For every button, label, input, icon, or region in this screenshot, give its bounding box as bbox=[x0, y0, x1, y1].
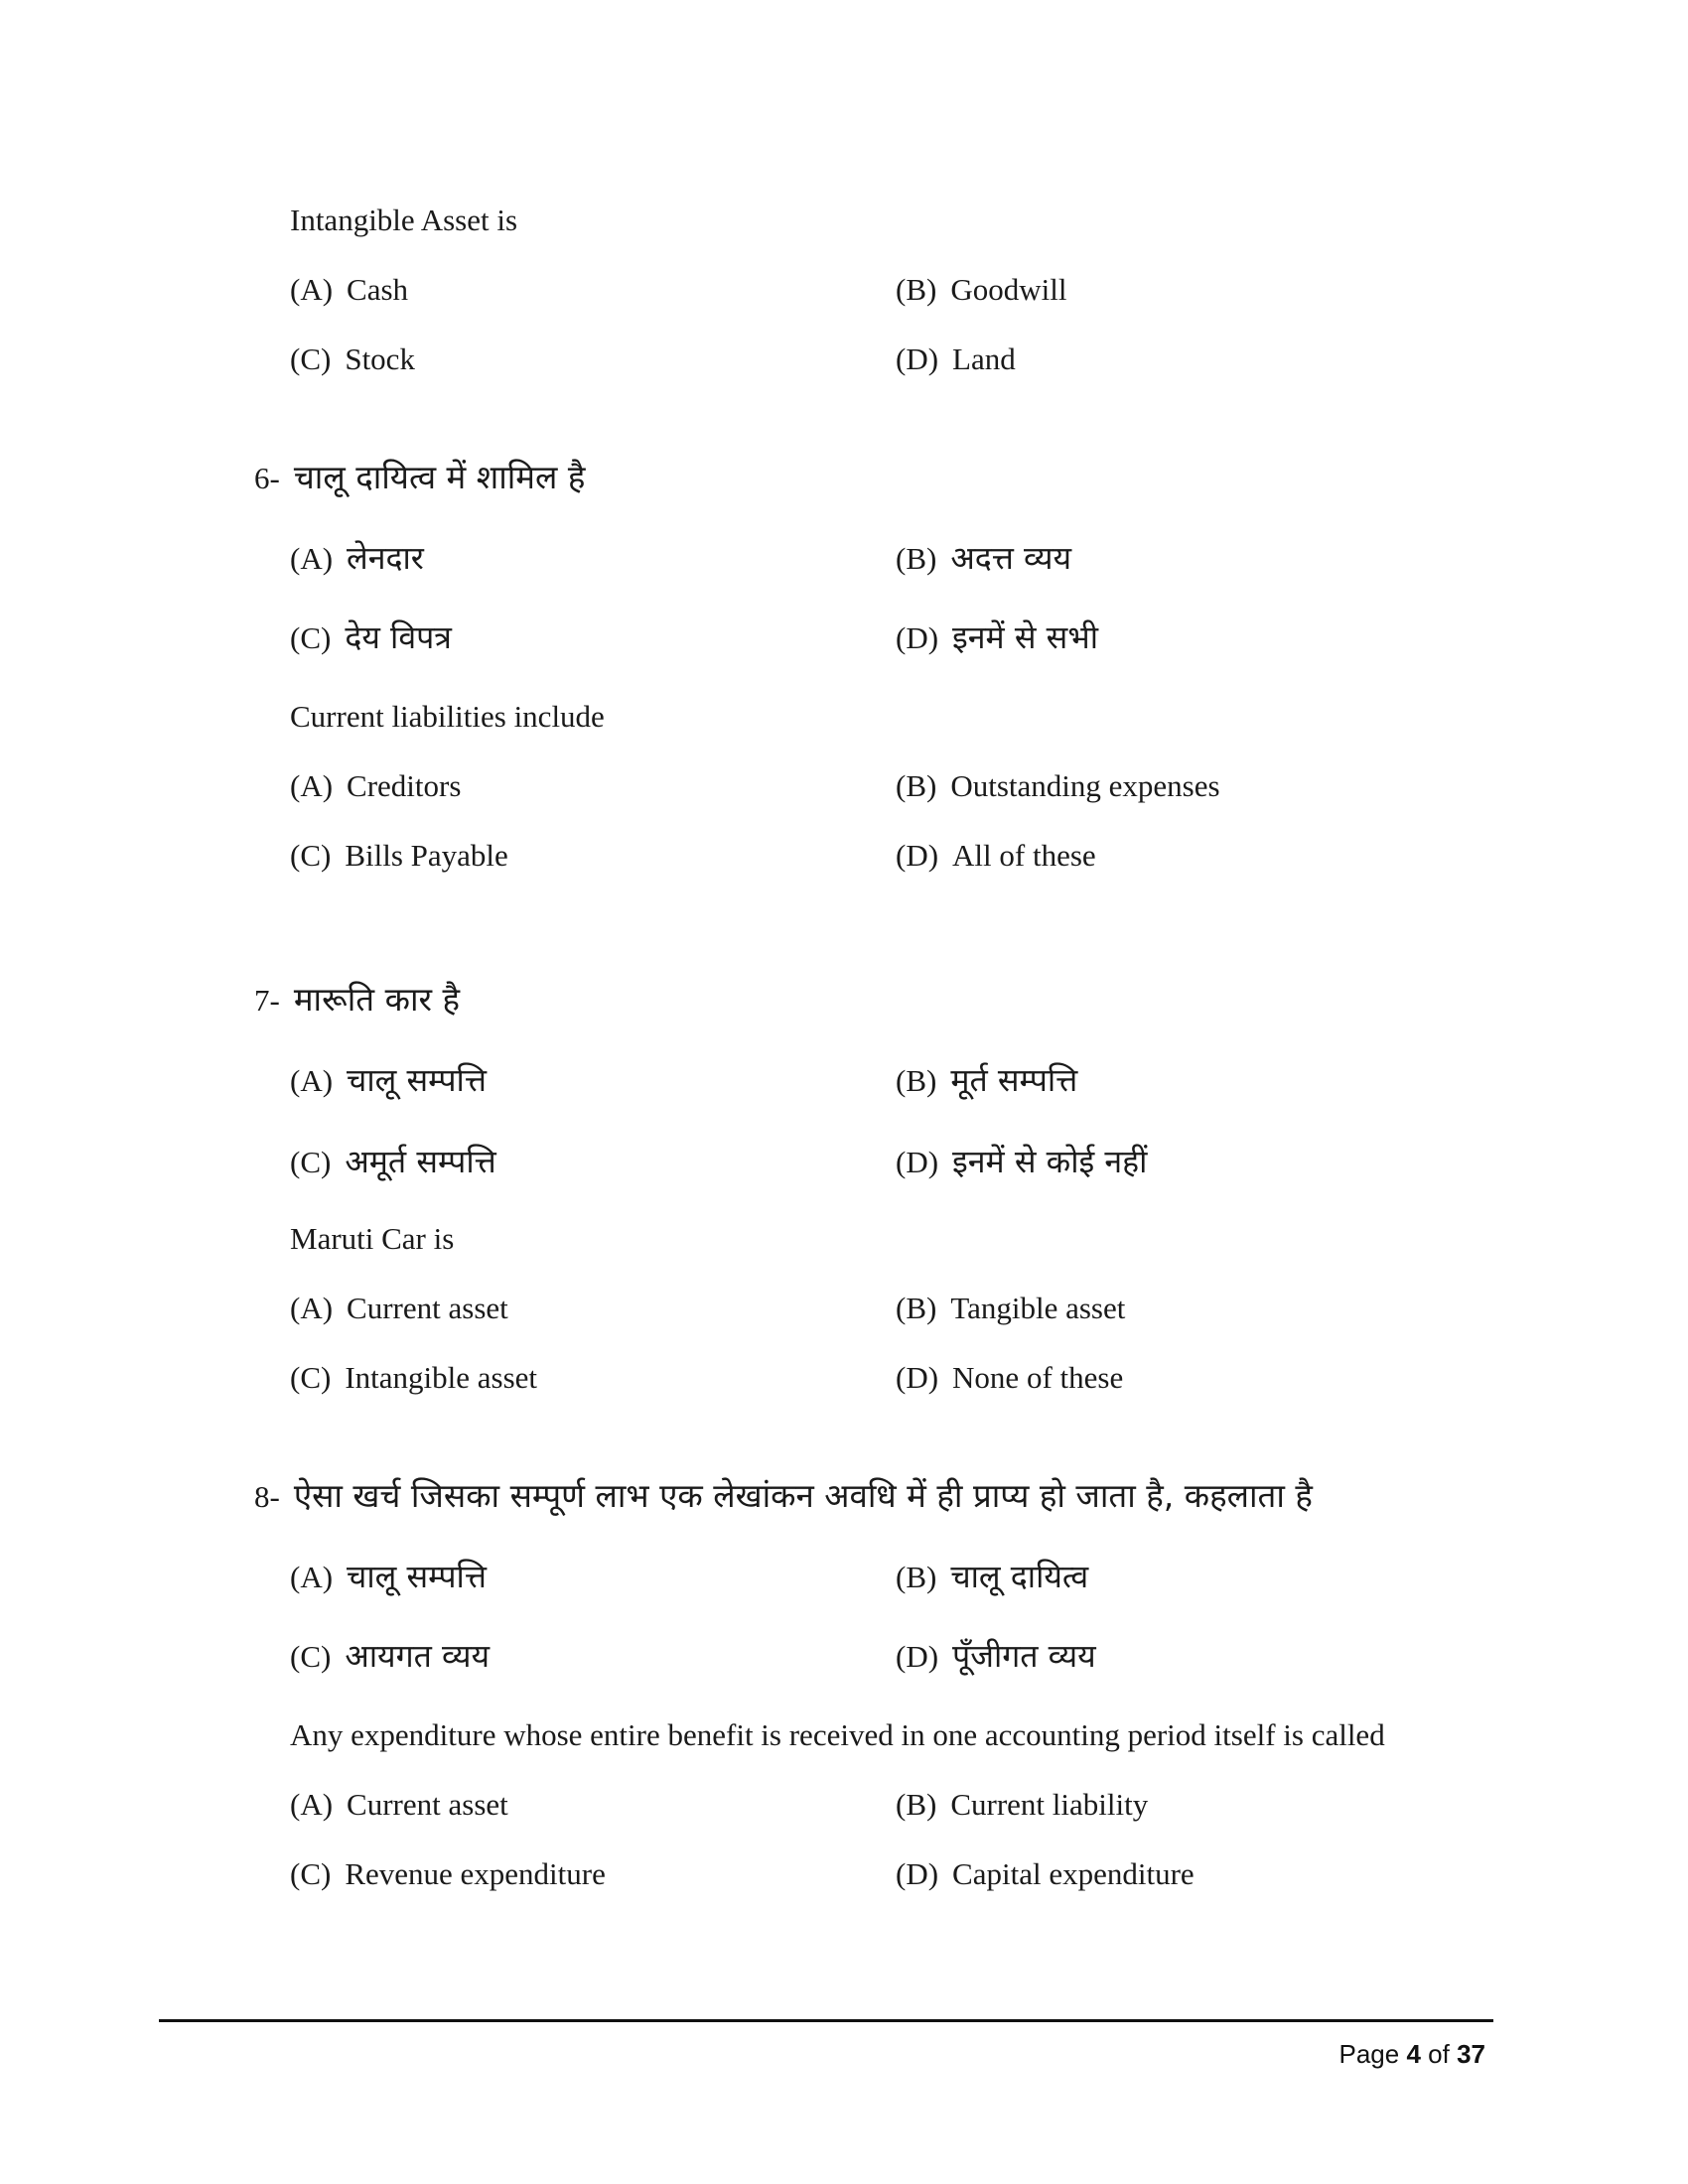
option-text: चालू सम्पत्ति bbox=[347, 1061, 487, 1099]
q5-en-option-c bbox=[290, 343, 415, 374]
option-text: इनमें से कोई नहीं bbox=[952, 1143, 1148, 1180]
option-letter: (C) bbox=[290, 838, 332, 873]
option-letter: (C) bbox=[290, 341, 332, 376]
option-text: Creditors bbox=[347, 768, 462, 803]
page-number-footer bbox=[1338, 2039, 1485, 2070]
option-letter: (B) bbox=[896, 1560, 937, 1594]
option-text: All of these bbox=[952, 838, 1096, 873]
option-text: अमूर्त सम्पत्ति bbox=[345, 1143, 496, 1180]
q8-hi-option-b bbox=[896, 1558, 1089, 1595]
option-letter: (A) bbox=[290, 1063, 334, 1098]
option-text: Stock bbox=[345, 341, 415, 376]
q7-en-option-d bbox=[896, 1362, 1123, 1393]
option-letter: (A) bbox=[290, 1291, 334, 1325]
option-letter: (B) bbox=[896, 1291, 937, 1325]
option-text: पूँजीगत व्यय bbox=[952, 1637, 1096, 1675]
option-text: लेनदार bbox=[347, 539, 424, 577]
q8-hi-option-a bbox=[290, 1558, 487, 1595]
question-number: 8- bbox=[254, 1479, 280, 1514]
q6-en-option-a bbox=[290, 770, 461, 801]
option-text: इनमें से सभी bbox=[952, 618, 1099, 656]
q8-hi-option-d bbox=[896, 1637, 1096, 1675]
option-letter: (C) bbox=[290, 1360, 332, 1395]
q6-hi-option-d bbox=[896, 618, 1099, 656]
question-number: 7- bbox=[254, 983, 280, 1018]
q7-en-option-b bbox=[896, 1293, 1125, 1323]
option-text: Current asset bbox=[347, 1291, 508, 1325]
footer-divider bbox=[159, 2019, 1493, 2022]
option-text: Current asset bbox=[347, 1787, 508, 1822]
option-letter: (B) bbox=[896, 768, 937, 803]
option-text: Revenue expenditure bbox=[345, 1856, 606, 1891]
option-text: Outstanding expenses bbox=[950, 768, 1220, 803]
q7-hi-option-c bbox=[290, 1143, 496, 1180]
q8-en-stem: Any expenditure whose entire benefit is received in one accounting period itself is called bbox=[290, 1717, 1385, 1752]
option-text: Goodwill bbox=[950, 272, 1067, 307]
q5-en-stem: Intangible Asset is bbox=[290, 203, 518, 237]
footer-page-number: 4 bbox=[1406, 2039, 1421, 2069]
question-text: मारूति कार है bbox=[293, 980, 460, 1019]
q8-en-option-a bbox=[290, 1789, 508, 1820]
q7-en-stem: Maruti Car is bbox=[290, 1221, 455, 1256]
option-text: अदत्त व्यय bbox=[950, 539, 1072, 577]
option-text: चालू दायित्व bbox=[950, 1558, 1089, 1595]
option-letter: (C) bbox=[290, 620, 332, 655]
option-letter: (D) bbox=[896, 1145, 939, 1179]
q8-hi-option-c bbox=[290, 1637, 491, 1675]
q6-en-option-d bbox=[896, 840, 1096, 871]
option-text: चालू सम्पत्ति bbox=[347, 1558, 487, 1595]
option-letter: (C) bbox=[290, 1856, 332, 1891]
q8-en-option-c bbox=[290, 1858, 606, 1889]
option-text: देय विपत्र bbox=[345, 618, 452, 656]
q6-hi-stem bbox=[254, 458, 586, 496]
q8-hi-stem bbox=[254, 1476, 1313, 1515]
option-text: मूर्त सम्पत्ति bbox=[950, 1061, 1078, 1099]
q7-hi-option-b bbox=[896, 1061, 1078, 1099]
option-text: आयगत व्यय bbox=[345, 1637, 491, 1675]
option-letter: (C) bbox=[290, 1639, 332, 1674]
footer-of-word: of bbox=[1428, 2039, 1450, 2069]
option-letter: (A) bbox=[290, 272, 334, 307]
option-letter: (D) bbox=[896, 1856, 939, 1891]
q7-en-option-c bbox=[290, 1362, 537, 1393]
question-text: ऐसा खर्च जिसका सम्पूर्ण लाभ एक लेखांकन अवधि में ही प्राप्य हो जाता है, कहलाता है bbox=[293, 1476, 1313, 1515]
option-letter: (B) bbox=[896, 1787, 937, 1822]
q6-en-option-c bbox=[290, 840, 508, 871]
q5-en-option-d bbox=[896, 343, 1016, 374]
option-text: Intangible asset bbox=[345, 1360, 538, 1395]
q5-en-option-a bbox=[290, 274, 408, 305]
q7-en-option-a bbox=[290, 1293, 508, 1323]
q5-en-option-b bbox=[896, 274, 1066, 305]
q6-hi-option-a bbox=[290, 539, 424, 577]
option-letter: (A) bbox=[290, 1560, 334, 1594]
option-text: Bills Payable bbox=[345, 838, 508, 873]
q6-hi-option-b bbox=[896, 539, 1072, 577]
option-letter: (A) bbox=[290, 1787, 334, 1822]
q7-hi-option-d bbox=[896, 1143, 1148, 1180]
option-text: None of these bbox=[952, 1360, 1124, 1395]
option-letter: (D) bbox=[896, 620, 939, 655]
question-number: 6- bbox=[254, 461, 280, 495]
option-text: Current liability bbox=[950, 1787, 1149, 1822]
option-letter: (A) bbox=[290, 768, 334, 803]
footer-page-word: Page bbox=[1338, 2039, 1400, 2069]
option-text: Cash bbox=[347, 272, 409, 307]
option-letter: (A) bbox=[290, 541, 334, 576]
option-letter: (D) bbox=[896, 1360, 939, 1395]
q6-hi-option-c bbox=[290, 618, 452, 656]
option-letter: (B) bbox=[896, 541, 937, 576]
q7-hi-option-a bbox=[290, 1061, 487, 1099]
q6-en-stem: Current liabilities include bbox=[290, 699, 605, 734]
option-letter: (B) bbox=[896, 272, 937, 307]
option-text: Land bbox=[952, 341, 1016, 376]
footer-total-pages: 37 bbox=[1457, 2039, 1485, 2069]
q8-en-option-b bbox=[896, 1789, 1148, 1820]
option-letter: (D) bbox=[896, 1639, 939, 1674]
q7-hi-stem bbox=[254, 980, 460, 1019]
option-text: Capital expenditure bbox=[952, 1856, 1195, 1891]
option-text: Tangible asset bbox=[950, 1291, 1126, 1325]
q6-en-option-b bbox=[896, 770, 1220, 801]
option-letter: (B) bbox=[896, 1063, 937, 1098]
option-letter: (D) bbox=[896, 838, 939, 873]
option-letter: (C) bbox=[290, 1145, 332, 1179]
question-text: चालू दायित्व में शामिल है bbox=[293, 458, 586, 496]
q8-en-option-d bbox=[896, 1858, 1195, 1889]
option-letter: (D) bbox=[896, 341, 939, 376]
